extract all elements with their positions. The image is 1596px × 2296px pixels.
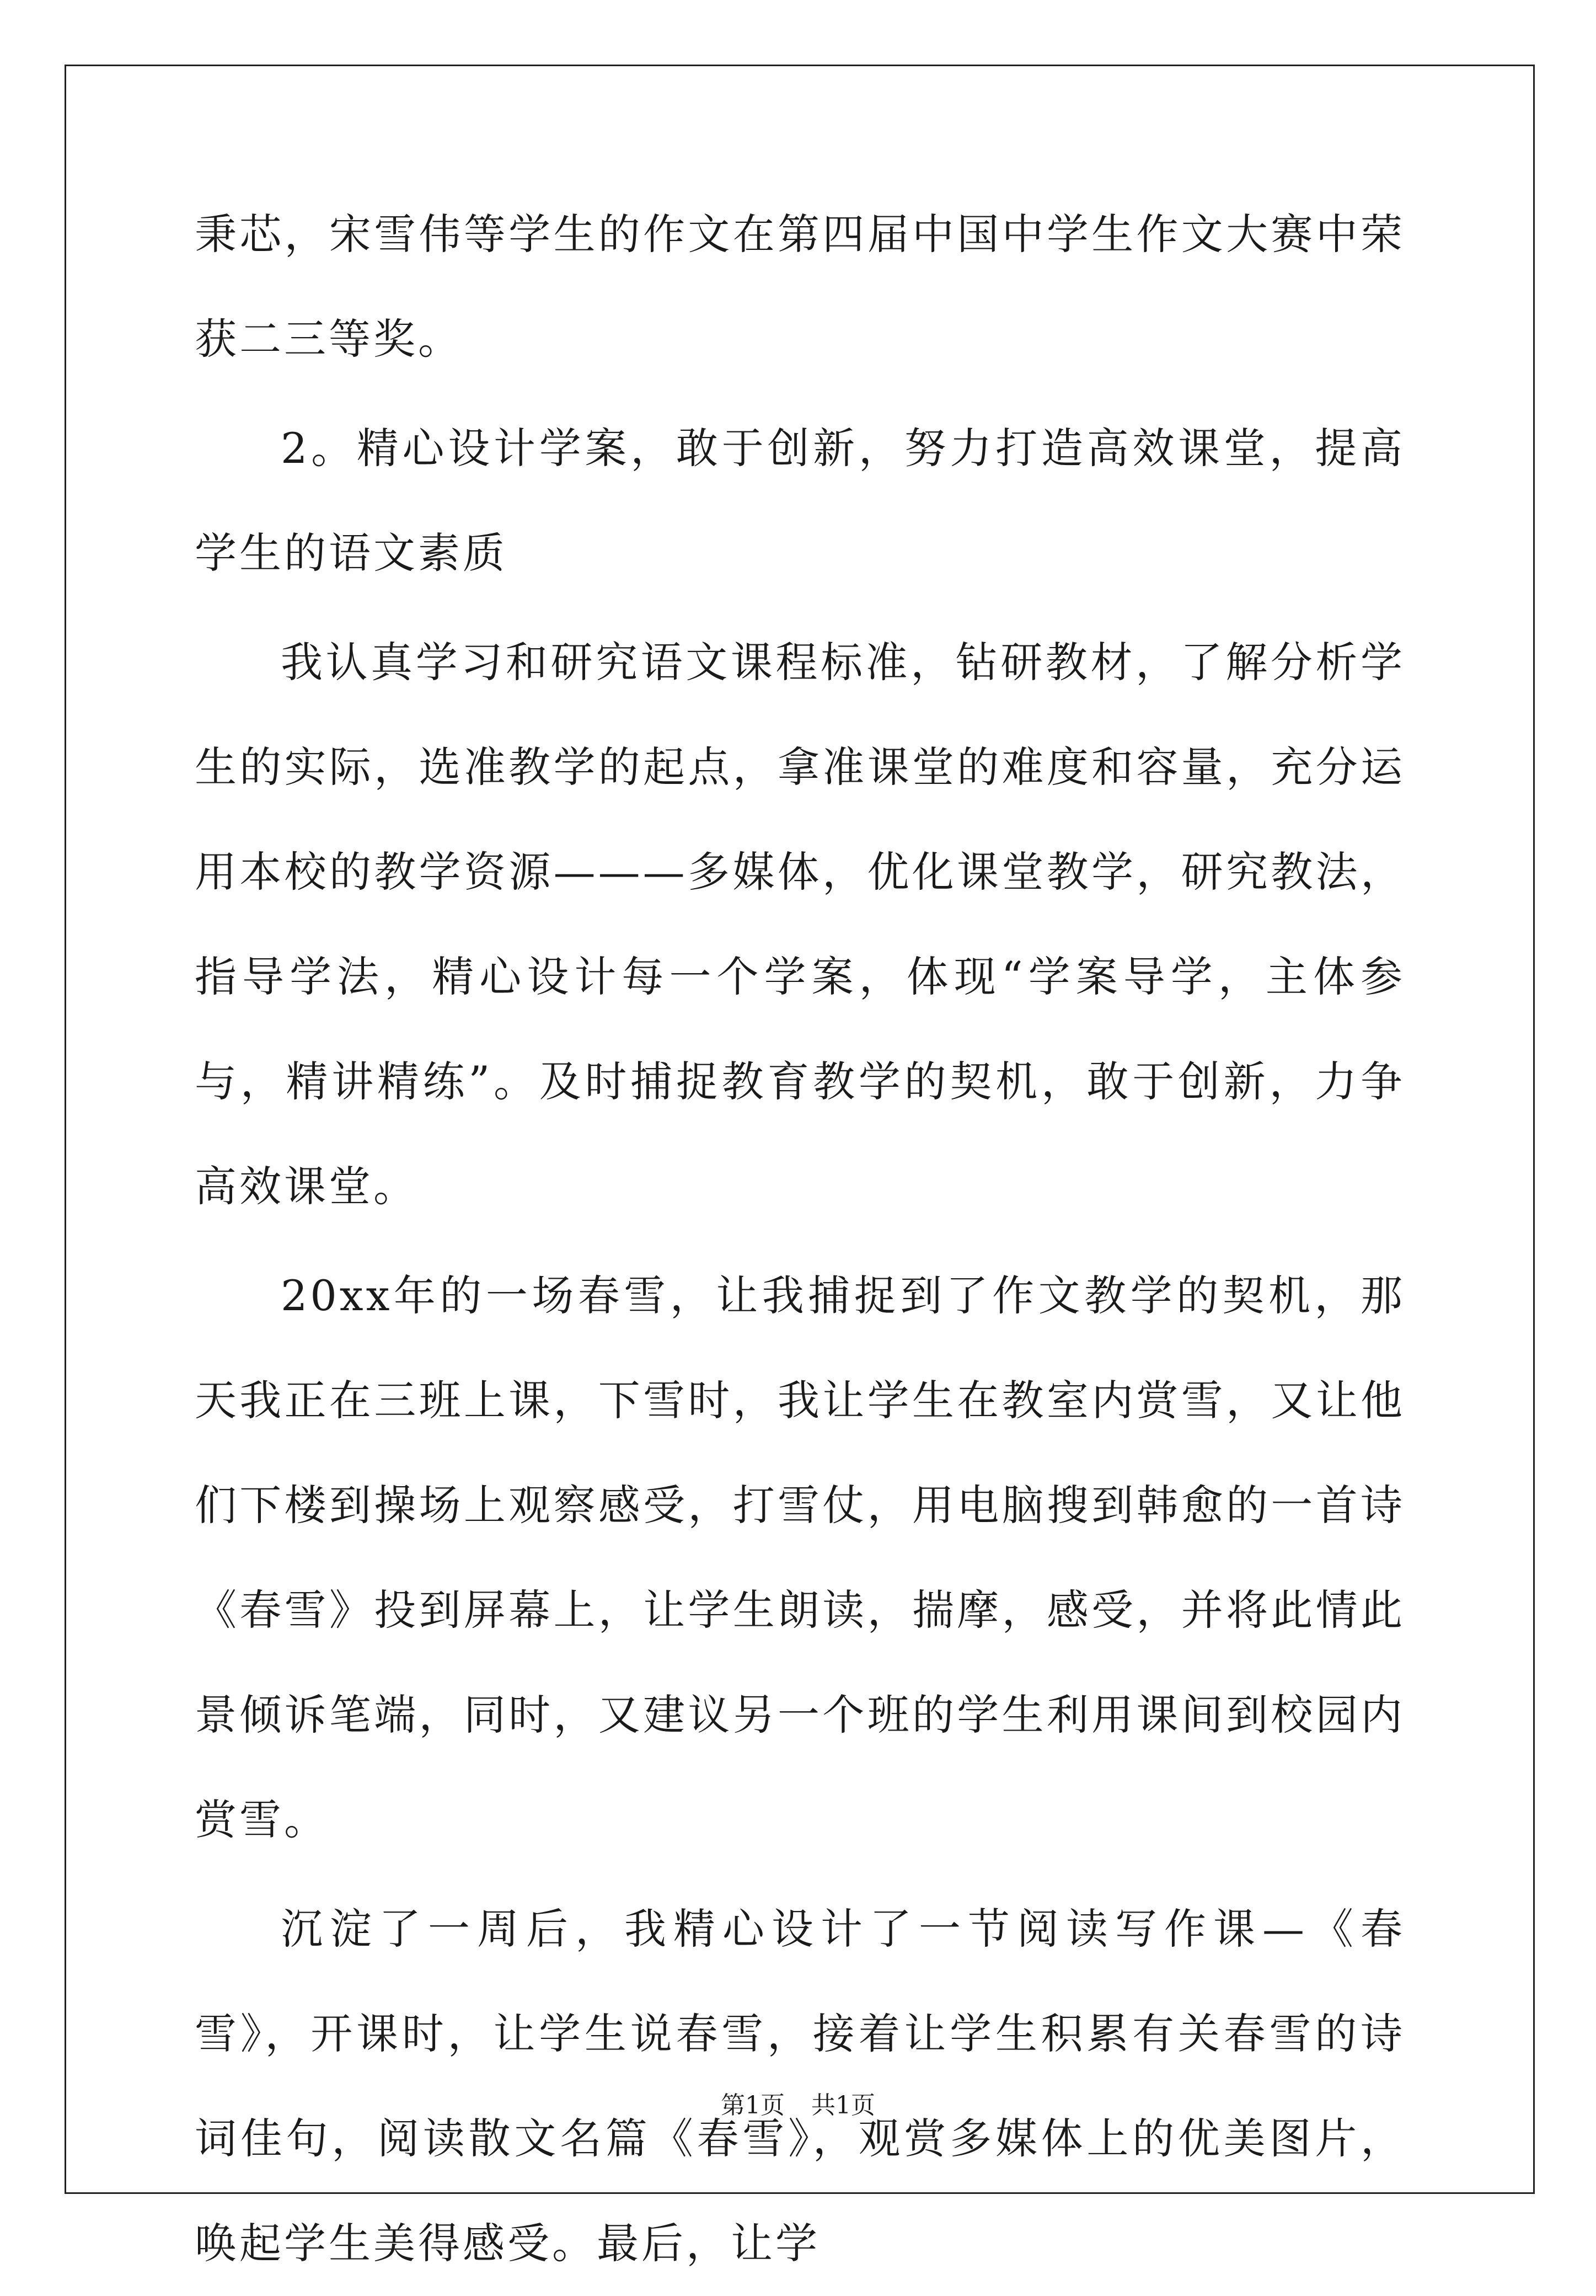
paragraph-2: 2。精心设计学案，敢于创新，努力打造高效课堂，提高学生的语文素质 bbox=[195, 424, 1405, 578]
paragraph-1: 秉芯，宋雪伟等学生的作文在第四届中国中学生作文大赛中荣获二三等奖。 bbox=[195, 210, 1405, 364]
page-footer bbox=[0, 2089, 1596, 2122]
paragraph-5: 沉淀了一周后，我精心设计了一节阅读写作课—《春雪》，开课时，让学生说春雪，接着让学生积累有关春雪的诗词佳句，阅读散文名篇《春雪》，观赏多媒体上的优美图片，唤起学生美得感受。最后，让学 bbox=[195, 1904, 1405, 2268]
paragraph-4: 20xx年的一场春雪，让我捕捉到了作文教学的契机，那天我正在三班上课，下雪时，我让学生在教室内赏雪，又让他们下楼到操场上观察感受，打雪仗，用电脑搜到韩愈的一首诗《春雪》投到屏幕上，让学生朗读，揣摩，感受，并将此情此景倾诉笔端，同时，又建议另一个班的学生利用课间到校园内赏雪。 bbox=[195, 1271, 1405, 1844]
page-number-current: 第1页 bbox=[721, 2091, 785, 2119]
page-number-total: 共1页 bbox=[811, 2091, 875, 2119]
document-body bbox=[195, 182, 1405, 2296]
paragraph-3: 我认真学习和研究语文课程标准，钻研教材，了解分析学生的实际，选准教学的起点，拿准课堂的难度和容量，充分运用本校的教学资源———多媒体，优化课堂教学，研究教法，指导学法，精心设计每一个学案，体现“学案导学，主体参与，精讲精练”。及时捕捉教育教学的契机，敢于创新，力争高效课堂。 bbox=[195, 638, 1405, 1211]
